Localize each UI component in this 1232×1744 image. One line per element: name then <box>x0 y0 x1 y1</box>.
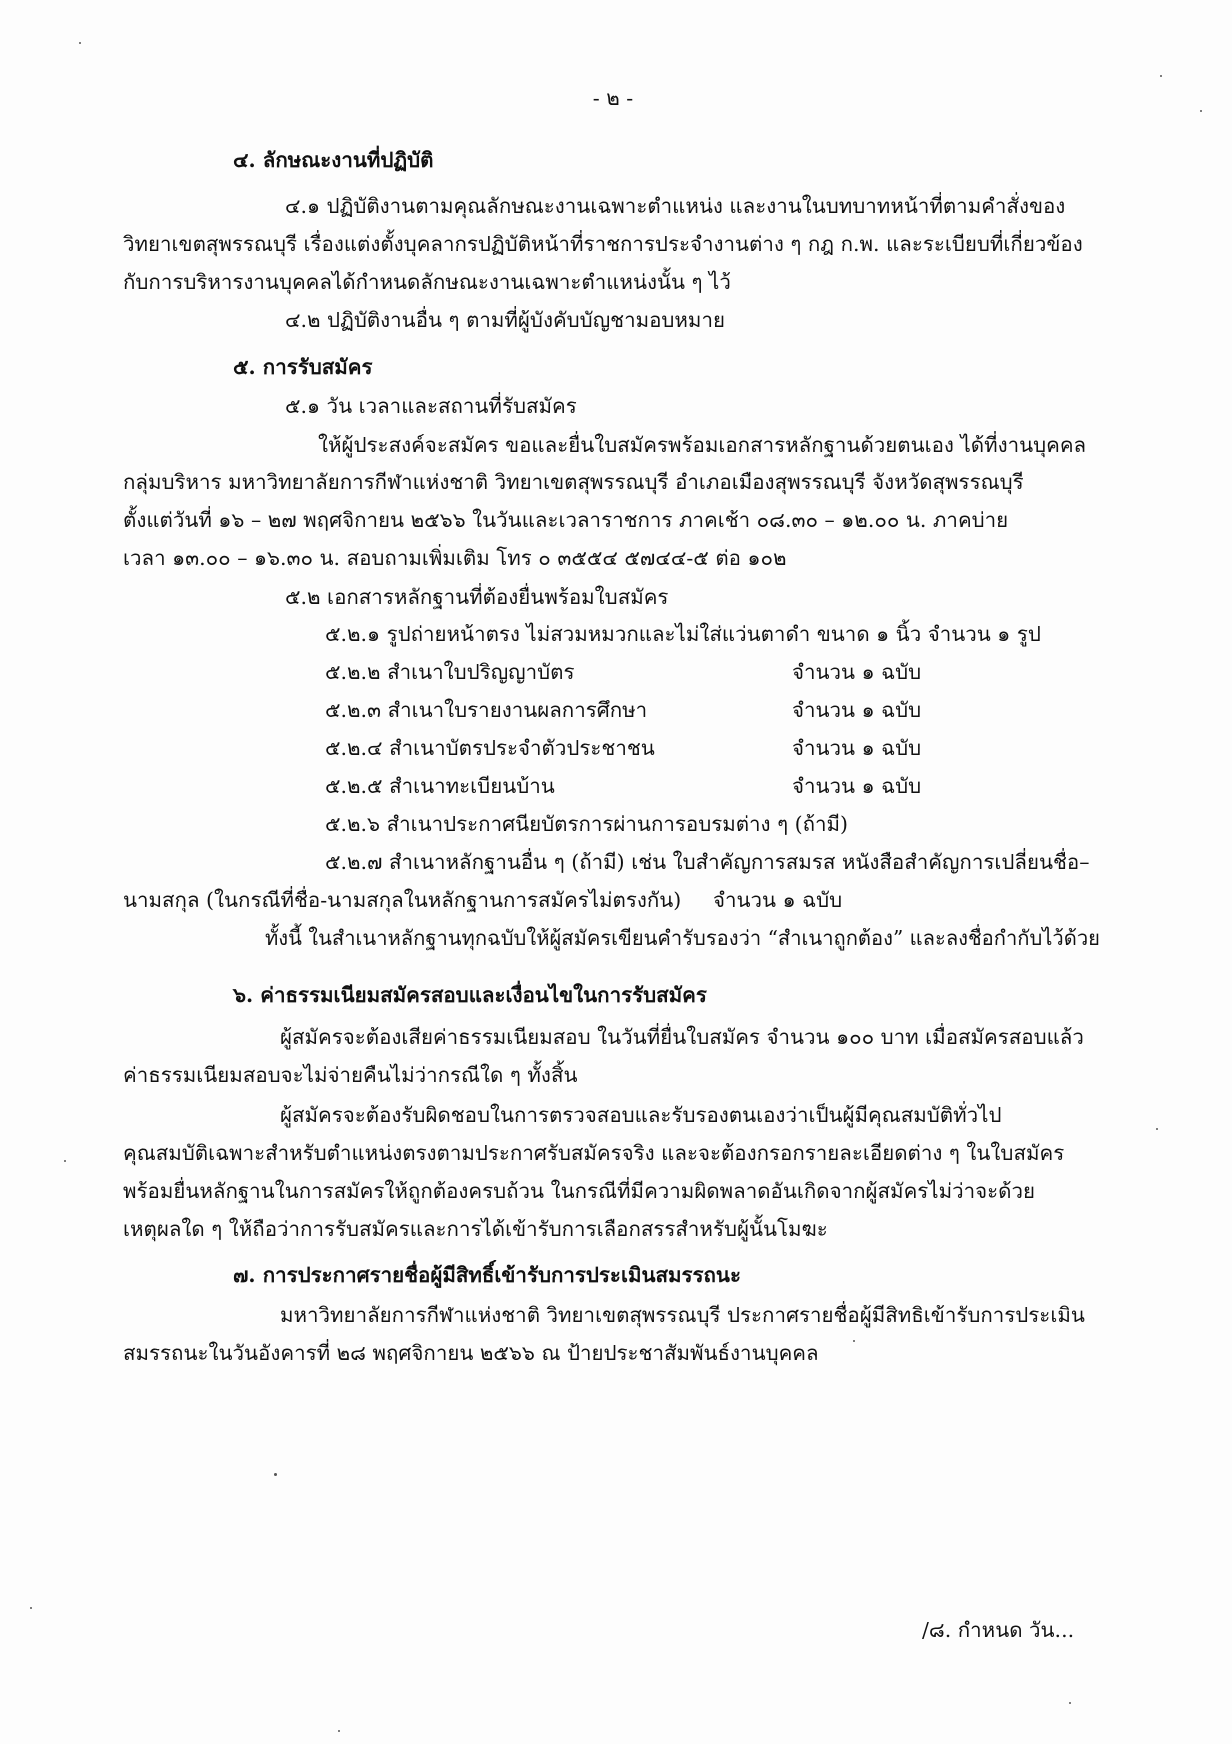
section-4-2: ๔.๒ ปฏิบัติงานอื่น ๆ ตามที่ผู้บังคับบัญชามอบหมาย <box>285 308 725 332</box>
doc-item-7-qty: จำนวน ๑ ฉบับ <box>713 888 843 912</box>
section-5-1-line-1: ให้ผู้ประสงค์จะสมัคร ขอและยื่นใบสมัครพร้อมเอกสารหลักฐานด้วยตนเอง ได้ที่งานบุคคล <box>318 433 1087 457</box>
scan-speck <box>64 1160 66 1162</box>
doc-item-3: ๕.๒.๓ สำเนาใบรายงานผลการศึกษา <box>325 698 648 722</box>
doc-item-1: ๕.๒.๑ รูปถ่ายหน้าตรง ไม่สวมหมวกและไม่ใส่แว่นตาดำ ขนาด ๑ นิ้ว จำนวน ๑ รูป <box>325 622 1041 646</box>
doc-item-2: ๕.๒.๒ สำเนาใบปริญญาบัตร <box>325 660 575 684</box>
section-6-p1-line-2: ค่าธรรมเนียมสอบจะไม่จ่ายคืนไม่ว่ากรณีใด ๆ ทั้งสิ้น <box>123 1063 578 1087</box>
doc-item-7-line-2: นามสกุล (ในกรณีที่ชื่อ-นามสกุลในหลักฐานการสมัครไม่ตรงกัน) <box>123 888 682 912</box>
section-7-heading: ๗. การประกาศรายชื่อผู้มีสิทธิ์เข้ารับการประเมินสมรรถนะ <box>233 1263 741 1287</box>
continuation-footer: /๘. กำหนด วัน... <box>922 1618 1075 1642</box>
scan-speck <box>274 1473 277 1476</box>
doc-item-5: ๕.๒.๕ สำเนาทะเบียนบ้าน <box>325 774 555 798</box>
scan-speck <box>1160 75 1162 77</box>
scan-speck <box>853 1340 855 1342</box>
scan-speck <box>79 42 81 44</box>
scan-speck <box>1156 1128 1158 1130</box>
section-4-1-line-2: วิทยาเขตสุพรรณบุรี เรื่องแต่งตั้งบุคลากรปฏิบัติหน้าที่ราชการประจำงานต่าง ๆ กฎ ก.พ. และระเบียบที่เกี่ยวข้อง <box>123 232 1083 256</box>
scan-speck <box>1069 1702 1071 1704</box>
scan-speck <box>338 1730 340 1732</box>
section-6-p2-line-1: ผู้สมัครจะต้องรับผิดชอบในการตรวจสอบและรับรองตนเองว่าเป็นผู้มีคุณสมบัติทั่วไป <box>280 1103 1002 1127</box>
section-6-p2-line-4: เหตุผลใด ๆ ให้ถือว่าการรับสมัครและการได้เข้ารับการเลือกสรรสำหรับผู้นั้นโมฆะ <box>123 1217 828 1241</box>
section-6-heading: ๖. ค่าธรรมเนียมสมัครสอบและเงื่อนไขในการรับสมัคร <box>233 983 707 1007</box>
section-7-p1-line-1: มหาวิทยาลัยการกีฬาแห่งชาติ วิทยาเขตสุพรรณบุรี ประกาศรายชื่อผู้มีสิทธิเข้ารับการประเมิน <box>280 1303 1085 1327</box>
doc-item-4: ๕.๒.๔ สำเนาบัตรประจำตัวประชาชน <box>325 736 655 760</box>
doc-item-4-qty: จำนวน ๑ ฉบับ <box>792 736 922 760</box>
scan-speck <box>30 1607 32 1609</box>
section-5-1-line-2: กลุ่มบริหาร มหาวิทยาลัยการกีฬาแห่งชาติ วิทยาเขตสุพรรณบุรี อำเภอเมืองสุพรรณบุรี จังหวัดสุพรรณบุรี <box>123 470 1024 494</box>
section-5-1-title: ๕.๑ วัน เวลาและสถานที่รับสมัคร <box>285 394 577 418</box>
doc-item-6: ๕.๒.๖ สำเนาประกาศนียบัตรการผ่านการอบรมต่าง ๆ (ถ้ามี) <box>325 812 849 836</box>
section-5-1-line-4: เวลา ๑๓.๐๐ – ๑๖.๓๐ น. สอบถามเพิ่มเติม โทร ๐ ๓๕๕๔ ๕๗๔๔-๕ ต่อ ๑๐๒ <box>123 546 787 570</box>
section-7-p1-line-2: สมรรถนะในวันอังคารที่ ๒๘ พฤศจิกายน ๒๕๖๖ ณ ป้ายประชาสัมพันธ์งานบุคคล <box>123 1341 819 1365</box>
page-number: - ๒ - <box>592 86 634 110</box>
doc-item-5-qty: จำนวน ๑ ฉบับ <box>792 774 922 798</box>
section-4-1-line-1: ๔.๑ ปฏิบัติงานตามคุณลักษณะงานเฉพาะตำแหน่ง และงานในบทบาทหน้าที่ตามคำสั่งของ <box>285 194 1066 218</box>
section-4-1-line-3: กับการบริหารงานบุคคลได้กำหนดลักษณะงานเฉพาะตำแหน่งนั้น ๆ ไว้ <box>123 270 731 294</box>
section-6-p1-line-1: ผู้สมัครจะต้องเสียค่าธรรมเนียมสอบ ในวันที่ยื่นใบสมัคร จำนวน ๑๐๐ บาท เมื่อสมัครสอบแล้ว <box>280 1025 1084 1049</box>
section-6-p2-line-2: คุณสมบัติเฉพาะสำหรับตำแหน่งตรงตามประกาศรับสมัครจริง และจะต้องกรอกรายละเอียดต่าง ๆ ในใบสมัคร <box>123 1141 1065 1165</box>
doc-item-2-qty: จำนวน ๑ ฉบับ <box>792 660 922 684</box>
section-5-heading: ๕. การรับสมัคร <box>233 355 373 379</box>
doc-item-3-qty: จำนวน ๑ ฉบับ <box>792 698 922 722</box>
section-5-note: ทั้งนี้ ในสำเนาหลักฐานทุกฉบับให้ผู้สมัครเขียนคำรับรองว่า “สำเนาถูกต้อง” และลงชื่อกำกับไว้ด้วย <box>265 926 1100 950</box>
scan-speck <box>1200 110 1202 112</box>
section-4-heading: ๔. ลักษณะงานที่ปฏิบัติ <box>233 148 434 172</box>
doc-item-7: ๕.๒.๗ สำเนาหลักฐานอื่น ๆ (ถ้ามี) เช่น ใบสำคัญการสมรส หนังสือสำคัญการเปลี่ยนชื่อ– <box>325 850 1090 874</box>
section-5-2-title: ๕.๒ เอกสารหลักฐานที่ต้องยื่นพร้อมใบสมัคร <box>285 585 669 609</box>
section-6-p2-line-3: พร้อมยื่นหลักฐานในการสมัครให้ถูกต้องครบถ้วน ในกรณีที่มีความผิดพลาดอันเกิดจากผู้สมัครไม่ว่าจะด้วย <box>123 1179 1035 1203</box>
section-5-1-line-3: ตั้งแต่วันที่ ๑๖ – ๒๗ พฤศจิกายน ๒๕๖๖ ในวันและเวลาราชการ ภาคเช้า ๐๘.๓๐ – ๑๒.๐๐ น. ภาคบ่าย <box>123 508 1009 532</box>
